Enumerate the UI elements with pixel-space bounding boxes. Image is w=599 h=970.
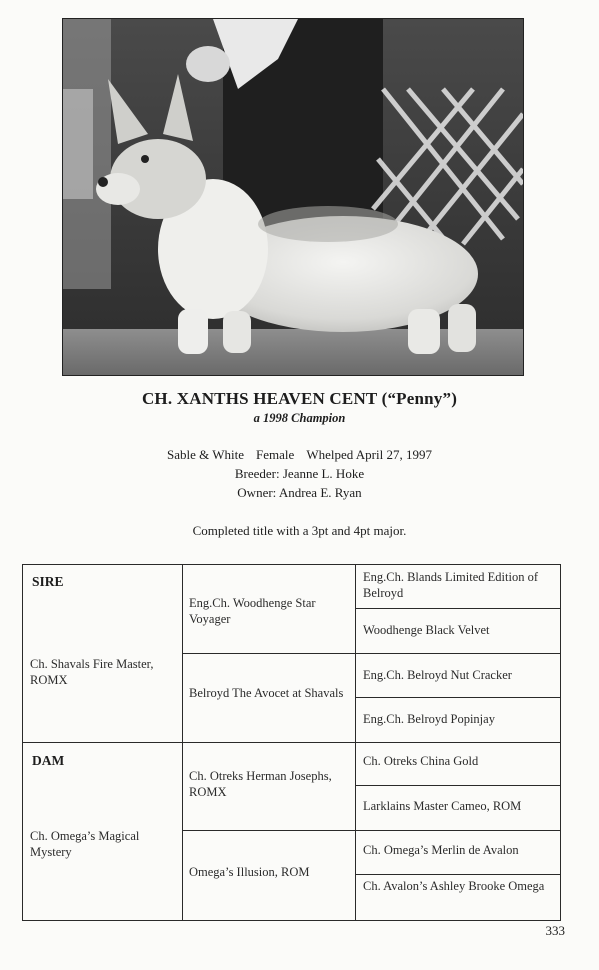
- dam-dam-name: Omega’s Illusion, ROM: [189, 865, 310, 879]
- champion-year: a 1998 Champion: [253, 411, 346, 425]
- ggp-4: Eng.Ch. Belroyd Popinjay: [363, 712, 495, 726]
- whelped-date: Whelped April 27, 1997: [306, 447, 432, 462]
- ggp-7: Ch. Omega’s Merlin de Avalon: [363, 843, 519, 857]
- pedigree-top-border: [22, 564, 561, 565]
- dog-sex: Female: [256, 447, 295, 462]
- page-number: 333: [545, 923, 565, 938]
- sire-name: Ch. Shavals Fire Master, ROMX: [30, 657, 154, 687]
- completed-note: Completed title with a 3pt and 4pt major.: [192, 523, 407, 538]
- sire-dam-divider: [22, 742, 561, 743]
- ggp-6: Larklains Master Cameo, ROM: [363, 799, 522, 813]
- ggp-1: Eng.Ch. Blands Limited Edition of Belroyd: [363, 570, 538, 600]
- ggp-divider-2: [355, 697, 561, 698]
- gp-divider-1: [182, 653, 561, 654]
- pedigree-bottom-border: [22, 920, 561, 921]
- gp-divider-2: [182, 830, 561, 831]
- dog-title: CH. XANTHS HEAVEN CENT (“Penny”): [141, 389, 458, 408]
- ggp-5: Ch. Otreks China Gold: [363, 754, 479, 768]
- ggp-3: Eng.Ch. Belroyd Nut Cracker: [363, 668, 512, 682]
- dog-color: Sable & White: [167, 447, 245, 462]
- sire-sire-name: Eng.Ch. Woodhenge Star Voyager: [189, 596, 316, 626]
- dam-label: DAM: [32, 753, 65, 768]
- sire-label: SIRE: [32, 574, 64, 589]
- ggp-divider-4: [355, 874, 561, 875]
- dam-name: Ch. Omega’s Magical Mystery: [30, 829, 140, 859]
- owner-line: Owner: Andrea E. Ryan: [237, 485, 362, 500]
- dog-photo: [62, 18, 524, 376]
- breeder-line: Breeder: Jeanne L. Hoke: [234, 466, 365, 481]
- ggp-divider-3: [355, 785, 561, 786]
- ggp-divider-1: [355, 608, 561, 609]
- ggp-2: Woodhenge Black Velvet: [363, 623, 490, 637]
- ggp-8: Ch. Avalon’s Ashley Brooke Omega: [363, 879, 545, 893]
- sire-dam-name: Belroyd The Avocet at Shavals: [189, 686, 344, 700]
- description-line: [0, 447, 599, 463]
- dam-sire-name: Ch. Otreks Herman Josephs, ROMX: [189, 769, 332, 799]
- pedigree-chart: [22, 564, 561, 921]
- corgi-photo-illustration: [63, 19, 523, 375]
